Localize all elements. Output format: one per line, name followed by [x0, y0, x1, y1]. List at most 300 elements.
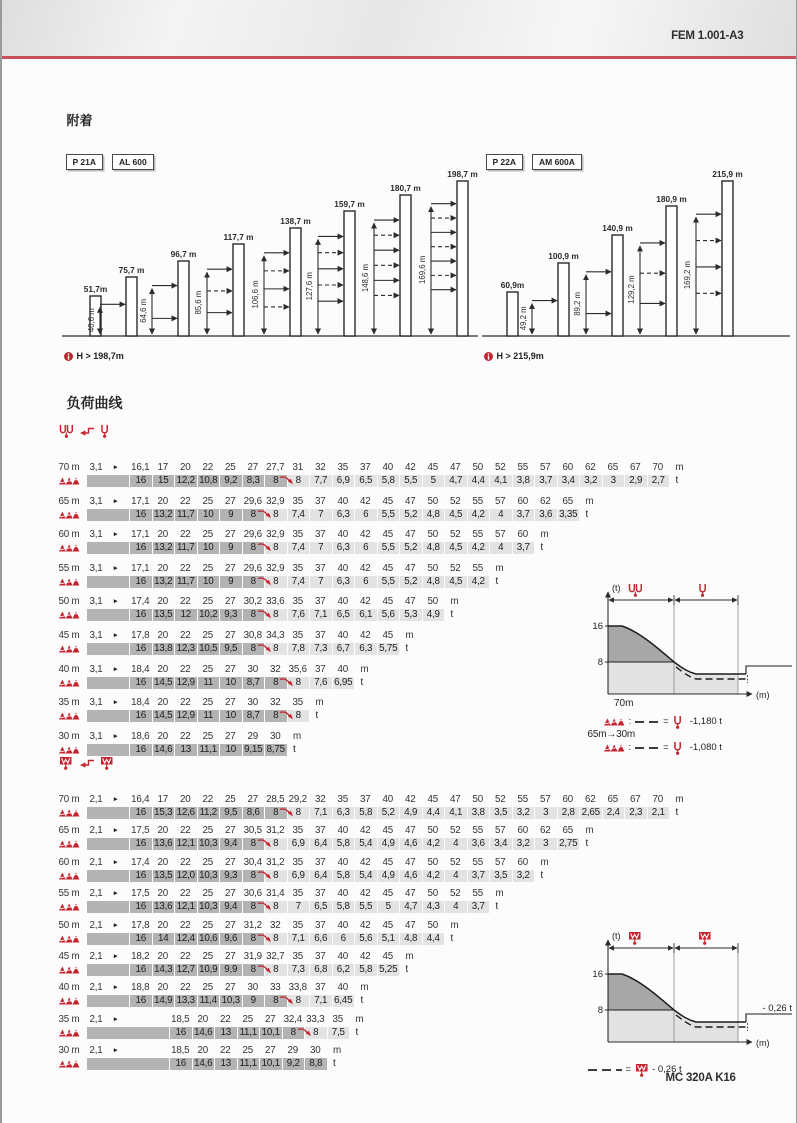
radius-cell: 20: [157, 888, 168, 899]
radius-cell: 42: [360, 529, 371, 540]
svg-text:(m): (m): [755, 690, 769, 700]
radius-cell: 30,8: [243, 630, 262, 641]
load-cell: 5,8: [333, 838, 355, 850]
hook-change-arrow: [278, 807, 296, 819]
load-cell: 12,9: [176, 677, 195, 688]
radius-cell: 45: [382, 496, 393, 507]
load-line: [59, 509, 779, 522]
load-cell: 13,6: [154, 838, 173, 849]
radius-cell: 35: [292, 496, 303, 507]
svg-text:117,7 m: 117,7 m: [223, 232, 253, 242]
load-cell: 7,3: [288, 964, 310, 976]
radius-cell: 52: [450, 825, 461, 836]
load-cell: 4,5: [445, 542, 467, 554]
load-row: [59, 888, 779, 915]
load-cell: 6,8: [310, 964, 332, 976]
load-cell: 5,6: [355, 933, 377, 945]
load-cell: 6,3: [333, 807, 355, 819]
radius-cell: 32,9: [266, 496, 285, 507]
load-cell: 3,2: [580, 475, 602, 487]
min-radius: 3,1: [89, 630, 103, 641]
radius-cell: 40: [337, 888, 348, 899]
ballast-indicator: [59, 611, 80, 619]
hook-change-icon: [256, 901, 272, 912]
load-cell: 7: [310, 576, 332, 588]
load-cell: 7,1: [288, 933, 310, 945]
load-cell: 10,3: [199, 870, 218, 881]
radius-cell: 22: [180, 825, 191, 836]
radius-cell: 35: [292, 857, 303, 868]
radius-cell: 20: [157, 825, 168, 836]
radius-cell: 42: [360, 825, 371, 836]
load-cell: 4,9: [378, 838, 400, 850]
jib-length-label: 60 m: [58, 529, 80, 540]
radius-cell: 28,5: [266, 794, 285, 805]
radius-cell: 40: [337, 596, 348, 607]
radius-cell: 17,8: [131, 920, 150, 931]
hook-change-arrow: [256, 576, 274, 588]
load-cell: 6,4: [310, 870, 332, 882]
radius-line: [59, 857, 779, 870]
radius-cell: 45: [427, 462, 438, 473]
load-cell: 16: [130, 995, 152, 1007]
radius-cell: 25: [202, 529, 213, 540]
load-cell: 3,2: [513, 807, 535, 819]
load-cell: 8: [243, 838, 265, 850]
range-arrow: ►: [112, 463, 119, 471]
load-unit: t: [355, 1027, 359, 1038]
load-cell: 5,8: [355, 807, 377, 819]
hook-change-arrow: [256, 901, 274, 913]
radius-cell: 35: [292, 596, 303, 607]
load-cell: 3,35: [559, 509, 578, 520]
radius-cell: 40: [337, 920, 348, 931]
radius-cell: 42: [405, 794, 416, 805]
zone-icon-right: [698, 583, 713, 597]
load-cell: 14: [153, 933, 175, 945]
radius-cell: 35: [337, 462, 348, 473]
load-cell: 4,5: [445, 576, 467, 588]
radius-cell: 45: [382, 888, 393, 899]
radius-cell: 20: [157, 529, 168, 540]
radius-cell: 65: [607, 794, 618, 805]
zig-icon: [59, 809, 80, 817]
min-radius: 3,1: [89, 596, 103, 607]
load-unit: t: [540, 870, 544, 881]
radius-cell: 40: [337, 496, 348, 507]
radius-cell: 17,1: [131, 496, 150, 507]
radius-cell: 17,4: [131, 857, 150, 868]
radius-cell: 17,1: [131, 529, 150, 540]
load-cell: 3,5: [490, 807, 512, 819]
load-line: [59, 901, 779, 914]
load-cell: 5: [378, 901, 400, 913]
load-cell: 11,7: [176, 542, 195, 553]
load-cell: 4: [445, 870, 467, 882]
zig-icon: [59, 679, 80, 687]
load-cell: 2,75: [559, 838, 578, 849]
radius-cell: 33,8: [288, 982, 307, 993]
load-cell: 14,6: [194, 1058, 213, 1069]
lead-band: [87, 1027, 169, 1039]
radius-line: [59, 888, 779, 901]
jib-length-label: 35 m: [58, 697, 80, 708]
radius-cell: 67: [630, 794, 641, 805]
ballast-indicator: [59, 840, 80, 848]
svg-text:100,9 m: 100,9 m: [547, 251, 579, 261]
load-unit: t: [315, 710, 319, 721]
load-cell: 8: [265, 542, 287, 554]
radius-cell: 40: [382, 794, 393, 805]
load-cell: 12,7: [176, 964, 195, 975]
load-cell: 3,8: [468, 807, 490, 819]
min-radius: 3,1: [89, 563, 103, 574]
radius-cell: 40: [337, 630, 348, 641]
radius-cell: 37: [315, 596, 326, 607]
radius-line: [59, 496, 779, 509]
reeving-icon-row-2: [59, 756, 115, 770]
radius-cell: 27: [247, 462, 258, 473]
load-cell: 14,9: [154, 995, 173, 1006]
radius-cell: 35: [292, 951, 303, 962]
radius-cell: 25: [202, 888, 213, 899]
svg-text:85,6 m: 85,6 m: [193, 290, 203, 315]
min-radius: 2,1: [89, 1014, 103, 1025]
radius-cell: 22: [180, 857, 191, 868]
load-cell: 4: [490, 542, 512, 554]
hook-change-arrow: [278, 475, 296, 487]
min-radius: 2,1: [89, 982, 103, 993]
radius-line: [59, 462, 779, 475]
load-cell: 9,3: [220, 870, 242, 882]
radius-unit: m: [405, 951, 414, 962]
load-row: [59, 529, 779, 556]
radius-cell: 35: [332, 1014, 343, 1025]
load-cell: 12,0: [176, 870, 195, 881]
radius-cell: 27: [225, 697, 236, 708]
load-cell: 16: [130, 609, 152, 621]
svg-text:70m: 70m: [613, 698, 633, 709]
radius-cell: 29,6: [243, 563, 262, 574]
radius-cell: 35: [292, 630, 303, 641]
legend-value: - 0,26 t: [652, 1064, 682, 1075]
radius-cell: 42: [360, 951, 371, 962]
load-unit: t: [293, 744, 296, 755]
load-cell: 4,8: [423, 576, 445, 588]
load-cell: 4,1: [490, 475, 512, 487]
radius-cell: 29: [287, 1045, 298, 1056]
load-unit: t: [585, 838, 589, 849]
svg-text:75,7 m: 75,7 m: [118, 265, 144, 275]
load-cell: 7: [288, 901, 310, 913]
load-cell: 4,2: [468, 576, 490, 588]
load-cell: 14,6: [194, 1027, 213, 1038]
load-cell: 5,8: [355, 964, 377, 976]
jib-length-label: 30 m: [58, 1045, 80, 1056]
load-cell: 10,3: [199, 838, 218, 849]
load-cell: 4,8: [423, 509, 445, 521]
radius-cell: 22: [180, 496, 191, 507]
radius-cell: 33: [270, 982, 281, 993]
radius-cell: 27: [225, 529, 236, 540]
radius-cell: 60: [517, 496, 528, 507]
radius-unit: m: [540, 529, 549, 540]
min-radius: 3,1: [89, 731, 103, 742]
load-cell: 5,1: [378, 933, 400, 945]
radius-cell: 20: [157, 697, 168, 708]
min-radius: 2,1: [89, 888, 103, 899]
load-cell: 2,8: [558, 807, 580, 819]
radius-cell: 29,6: [243, 496, 262, 507]
load-unit: t: [405, 643, 409, 654]
load-cell: 8: [288, 995, 310, 1007]
radius-unit: m: [315, 697, 324, 708]
zig-icon: [59, 477, 80, 485]
load-cell: 10,8: [199, 475, 218, 486]
radius-cell: 35: [292, 920, 303, 931]
load-cell: 8: [243, 964, 265, 976]
radius-cell: 47: [405, 529, 416, 540]
version-badges: [66, 154, 154, 170]
radius-cell: 45: [382, 951, 393, 962]
radius-cell: 25: [202, 825, 213, 836]
svg-text:148,6 m: 148,6 m: [360, 263, 370, 293]
radius-cell: 32: [270, 920, 281, 931]
radius-cell: 57: [495, 857, 506, 868]
radius-cell: 20: [157, 857, 168, 868]
load-cell: 10: [220, 710, 242, 722]
load-cell: 16: [130, 933, 152, 945]
load-cell: 11,1: [239, 1058, 258, 1069]
load-curve-chart-1: [588, 582, 797, 754]
radius-cell: 17,5: [131, 825, 150, 836]
radius-cell: 60: [517, 825, 528, 836]
load-cell: 16: [130, 576, 152, 588]
hook-change-icon: [256, 838, 272, 849]
jib-length-label: 70 m: [58, 794, 80, 805]
min-radius: 3,1: [89, 697, 103, 708]
load-cell: 13,8: [154, 643, 173, 654]
lead-band: [87, 475, 129, 487]
radius-cell: 40: [337, 825, 348, 836]
load-cell: 10: [198, 542, 220, 554]
load-cell: 6,95: [334, 677, 353, 688]
radius-cell: 18,5: [171, 1014, 190, 1025]
load-cell: 6,9: [288, 870, 310, 882]
load-cell: 14,3: [154, 964, 173, 975]
radius-line: [59, 529, 779, 542]
radius-cell: 47: [405, 825, 416, 836]
load-unit: t: [585, 509, 589, 520]
radius-cell: 65: [562, 496, 573, 507]
load-cell: 5,2: [400, 542, 422, 554]
load-cell: 6,3: [333, 509, 355, 521]
load-row: [59, 496, 779, 523]
ballast-indicator: [59, 1029, 80, 1037]
radius-cell: 20: [157, 731, 168, 742]
zig-icon: [59, 611, 80, 619]
radius-cell: 37: [315, 920, 326, 931]
radius-cell: 25: [202, 920, 213, 931]
load-cell: 8: [243, 901, 265, 913]
ballast-indicator: [59, 903, 80, 911]
radius-cell: 57: [495, 496, 506, 507]
load-cell: 10: [198, 576, 220, 588]
load-cell: 3,7: [468, 870, 490, 882]
load-cell: 11,2: [199, 807, 218, 818]
zig-icon: [59, 935, 80, 943]
load-cell: 7,4: [288, 576, 310, 588]
zig-icon: [59, 645, 80, 653]
hook-change-arrow: [256, 509, 274, 521]
radius-cell: 22: [220, 1014, 231, 1025]
hook-change-arrow: [278, 710, 296, 722]
dash-icon: [588, 1068, 622, 1072]
mast-height-chart: [62, 169, 482, 348]
min-radius: 3,1: [89, 529, 103, 540]
load-cell: 3,2: [513, 870, 535, 882]
load-unit: t: [450, 933, 454, 944]
zig-icon: [59, 712, 80, 720]
range-arrow: ►: [112, 795, 119, 803]
load-cell: 3,7: [535, 475, 557, 487]
radius-cell: 50: [427, 529, 438, 540]
load-unit: t: [360, 677, 364, 688]
ballast-indicator: [59, 645, 80, 653]
radius-cell: 35: [292, 563, 303, 574]
model-designation: MC 320A K16: [665, 1072, 736, 1084]
svg-text:89,2 m: 89,2 m: [572, 291, 582, 316]
load-cell: 9,2: [220, 475, 242, 487]
zig-icon: [59, 544, 80, 552]
ballast-indicator: [59, 872, 80, 880]
radius-unit: m: [293, 731, 301, 742]
range-arrow: ►: [112, 826, 119, 834]
radius-cell: 25: [202, 857, 213, 868]
ballast-indicator: [59, 809, 80, 817]
load-cell: 9: [220, 576, 242, 588]
radius-cell: 62: [585, 462, 596, 473]
hook-change-icon: [278, 807, 294, 818]
hook-change-arrow: [256, 609, 274, 621]
jib-length-label: 40 m: [58, 982, 80, 993]
svg-text:(t): (t): [611, 583, 620, 593]
radius-cell: 20: [157, 596, 168, 607]
range-arrow: ►: [112, 665, 119, 673]
load-cell: 5,4: [355, 838, 377, 850]
load-cell: 7,4: [288, 509, 310, 521]
section-title-load-curves: 负荷曲线: [66, 395, 123, 411]
radius-cell: 27: [265, 1014, 276, 1025]
load-cell: 8: [288, 807, 310, 819]
load-cell: 5,2: [400, 509, 422, 521]
radius-cell: 27: [225, 857, 236, 868]
radius-cell: 50: [427, 496, 438, 507]
load-cell: 14,6: [154, 744, 173, 755]
load-cell: 3,6: [535, 509, 557, 521]
load-cell: 10: [198, 509, 220, 521]
svg-text:16: 16: [591, 621, 603, 632]
load-cell: 6,9: [333, 475, 355, 487]
radius-cell: 25: [202, 731, 213, 742]
load-cell: 7: [310, 542, 332, 554]
svg-text:40,6 m: 40,6 m: [86, 308, 96, 333]
load-cell: 3,7: [513, 509, 535, 521]
ballast-indicator: [59, 746, 80, 754]
load-cell: 16: [130, 838, 152, 850]
ballast-indicator: [59, 578, 80, 586]
radius-cell: 35: [292, 888, 303, 899]
load-cell: 7,6: [288, 609, 310, 621]
radius-unit: m: [675, 794, 684, 805]
load-cell: 6: [333, 933, 355, 945]
load-cell: 4: [490, 509, 512, 521]
radius-cell: 18,2: [131, 951, 150, 962]
radius-cell: 32: [315, 794, 326, 805]
radius-cell: 55: [517, 794, 528, 805]
hook-change-icon: [256, 609, 272, 620]
load-cell: 11,1: [199, 744, 218, 755]
range-arrow: ►: [112, 530, 119, 538]
load-cell: 8: [243, 933, 265, 945]
load-line: [59, 542, 779, 555]
radius-cell: 27: [225, 825, 236, 836]
load-cell: 8: [288, 710, 310, 722]
zig-icon: [604, 718, 625, 726]
four-fall-icon: [59, 424, 74, 438]
load-cell: 6,5: [355, 475, 377, 487]
version-badge: AM 600A: [532, 154, 582, 170]
load-cell: 11: [198, 677, 220, 689]
load-cell: 4,6: [400, 870, 422, 882]
load-cell: 3,4: [558, 475, 580, 487]
min-radius: 2,1: [89, 825, 103, 836]
radius-cell: 22: [180, 731, 191, 742]
zig-icon: [59, 1029, 80, 1037]
radius-cell: 32,4: [283, 1014, 302, 1025]
load-cell: 4,7: [400, 901, 422, 913]
load-cell: 16: [130, 710, 152, 722]
load-cell: 5: [423, 475, 445, 487]
load-cell: 16: [130, 807, 152, 819]
w-trolley-icon: [628, 931, 643, 945]
radius-cell: 22: [202, 462, 213, 473]
w-trolley-icon: [100, 756, 115, 770]
load-cell: 4,2: [423, 838, 445, 850]
load-cell: 7,8: [288, 643, 310, 655]
load-curve-plot: [588, 582, 796, 710]
range-arrow: ►: [112, 1015, 119, 1023]
ballast-indicator: [59, 1060, 80, 1068]
radius-cell: 27: [225, 496, 236, 507]
hook-change-icon: [278, 710, 294, 721]
load-cell: 4,9: [423, 609, 445, 621]
radius-cell: 29,2: [288, 794, 307, 805]
ballast-indicator: [59, 712, 80, 720]
radius-cell: 25: [242, 1014, 253, 1025]
load-unit: t: [450, 609, 454, 620]
radius-cell: 37: [315, 951, 326, 962]
load-cell: 5,3: [400, 609, 422, 621]
load-cell: 8: [288, 677, 310, 689]
lead-band: [87, 576, 129, 588]
radius-cell: 55: [472, 857, 483, 868]
load-cell: 14,5: [154, 710, 173, 721]
radius-cell: 45: [382, 920, 393, 931]
hook-change-arrow: [278, 995, 296, 1007]
load-cell: 5,25: [379, 964, 398, 975]
mast-height-chart: [482, 169, 794, 348]
